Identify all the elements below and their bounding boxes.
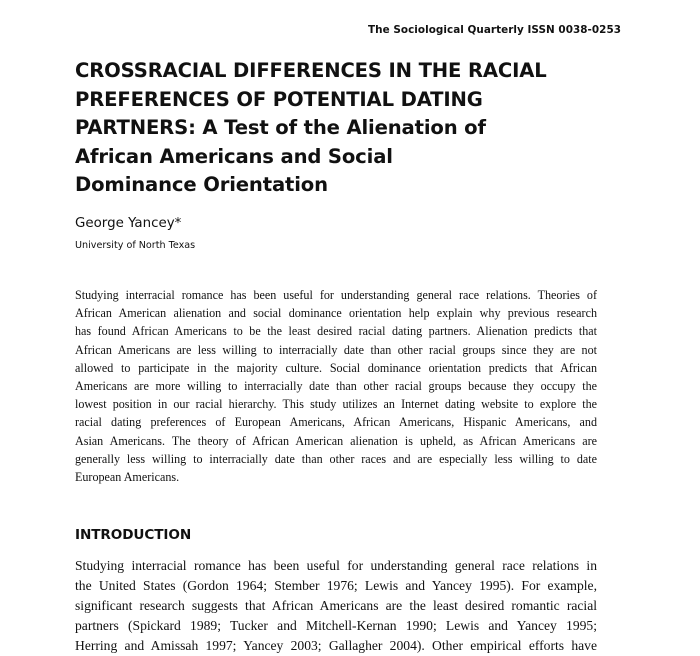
title-line: CROSSRACIAL DIFFERENCES IN THE RACIAL bbox=[75, 59, 547, 82]
abstract-line: Studying interracial romance has been useful for understanding general race relations. Theories of bbox=[75, 288, 597, 302]
abstract-line: lowest position in our racial hierarchy. This study utilizes an Internet dating website to explore the bbox=[75, 397, 597, 412]
title-line: PARTNERS: A Test of the Alienation of bbox=[75, 116, 486, 140]
abstract-line: racial dating preferences of European Americans, African Americans, Hispanic Americans, and bbox=[75, 415, 597, 430]
abstract-line: Americans are more willing to interracially date than other racial groups because they occupy the bbox=[75, 379, 597, 394]
author-name: George Yancey* bbox=[75, 216, 182, 231]
body-line: partners (Spickard 1989; Tucker and Mitchell-Kernan 1990; Lewis and Yancey 1995; bbox=[75, 617, 597, 633]
abstract-line: African American alienation and social dominance orientation help explain why previous research bbox=[75, 306, 597, 321]
article-title bbox=[75, 57, 615, 200]
body-line: the United States (Gordon 1964; Stember 1976; Lewis and Yancey 1995). For example, bbox=[75, 577, 597, 593]
body-line: Studying interracial romance has been useful for understanding general race relations in bbox=[75, 558, 597, 573]
abstract-line: allowed to participate in the majority culture. Social dominance orientation predicts that African bbox=[75, 360, 597, 375]
journal-header: The Sociological Quarterly ISSN 0038-0253 bbox=[368, 24, 622, 36]
title-line: Dominance Orientation bbox=[75, 173, 328, 197]
section-heading-introduction: INTRODUCTION bbox=[75, 527, 192, 543]
abstract-line: has found African Americans to be the least desired racial dating partners. Alienation predicts that bbox=[75, 324, 597, 339]
abstract-line: Asian Americans. The theory of African American alienation is upheld, as African Americans are bbox=[75, 433, 597, 448]
body-line: significant research suggests that African Americans are the least desired romantic racial bbox=[75, 597, 597, 613]
body-line: Herring and Amissah 1997; Yancey 2003; Gallagher 2004). Other empirical efforts have bbox=[75, 637, 597, 653]
abstract-line: generally less willing to interracially date than other races and are especially less willing to date bbox=[75, 451, 597, 466]
introduction-text bbox=[75, 556, 597, 656]
abstract bbox=[75, 286, 597, 486]
abstract-line: African Americans are less willing to interracially date than other racial groups since they are not bbox=[75, 342, 597, 357]
author-affiliation: University of North Texas bbox=[75, 240, 196, 251]
title-line: African Americans and Social bbox=[75, 144, 393, 168]
abstract-line: European Americans. bbox=[75, 470, 180, 485]
title-line: PREFERENCES OF POTENTIAL DATING bbox=[75, 87, 483, 111]
